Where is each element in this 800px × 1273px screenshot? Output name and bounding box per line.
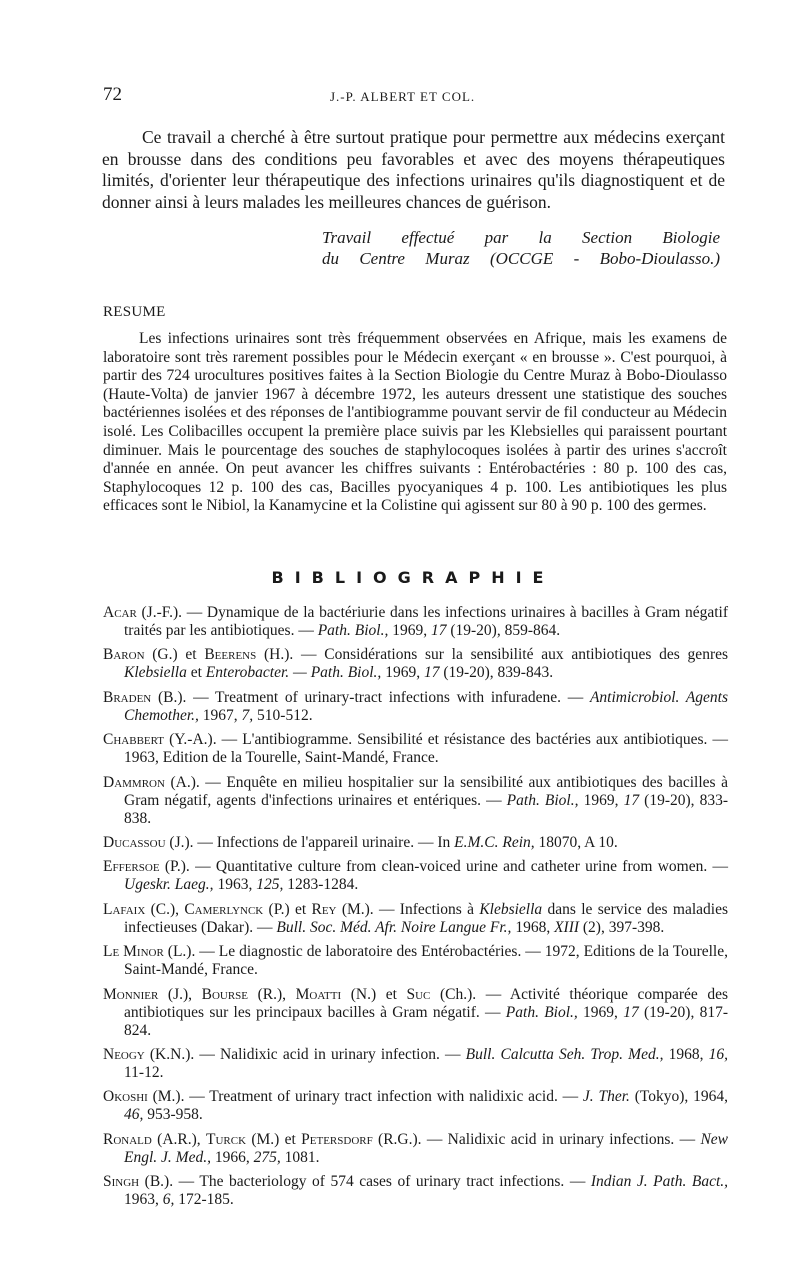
intro-paragraph: Ce travail a cherché à être surtout pratique pour permettre aux médecins exerçant en brousse dans des conditions peu favorables et avec des moyens thérapeutiques limités, d'orienter leur thérapeutique des infections urinaires qu'ils diagnostiquent et de donner ainsi à leurs malades les meilleures chances de guérison.	[102, 127, 725, 212]
ref-text: (2), 397-398.	[579, 918, 665, 936]
ref-volume: XIII	[554, 918, 580, 936]
ref-volume: 17	[430, 622, 447, 639]
ref-author: Effersoe	[103, 858, 160, 876]
reference-entry	[103, 689, 728, 725]
ref-text: (G.) et	[144, 646, 205, 664]
ref-text: (J.),	[158, 985, 202, 1003]
ref-text: dans le service des maladies infectieuses (Dakar). —	[124, 900, 728, 936]
ref-text: (B.). — The bacteriology of 574 cases of urinary tract infections. —	[139, 1173, 591, 1191]
ref-text: (R.),	[248, 985, 296, 1003]
ref-journal: Path. Biol.,	[506, 791, 579, 809]
ref-journal: J. Ther.	[582, 1088, 630, 1106]
ref-author: Beerens	[204, 646, 257, 664]
ref-text: (N.) et	[341, 985, 407, 1003]
reference-entry	[103, 604, 728, 640]
ref-author: Braden	[103, 688, 152, 706]
ref-text: 1969,	[577, 1003, 624, 1021]
ref-author: Ronald	[103, 1130, 152, 1148]
reference-entry	[103, 986, 728, 1040]
ref-author: Neogy	[103, 1045, 145, 1063]
page-number: 72	[103, 84, 122, 105]
ref-text: (Y.-A.). — L'antibiogramme. Sensibilité et résistance des bactéries aux antibiotiques. — 1963, Edition de la Tourelle, Saint-Mandé, France.	[124, 731, 728, 767]
ref-text: 510-512.	[253, 706, 313, 724]
ref-journal: Bull. Soc. Méd. Afr. Noire Langue Fr.,	[276, 918, 512, 936]
ref-author: Turck	[205, 1130, 247, 1148]
ref-author: Rey	[311, 900, 337, 918]
ref-journal: Ugeskr. Laeg.,	[124, 876, 214, 894]
ref-text: 1283-1284.	[283, 876, 359, 894]
ref-text: (C.),	[145, 900, 185, 918]
ref-author: Baron	[103, 646, 145, 664]
reference-entry	[103, 774, 728, 828]
credit-note	[322, 228, 720, 269]
ref-author: Chabbert	[103, 731, 165, 749]
ref-volume: 275,	[253, 1148, 281, 1166]
ref-text: (B.). — Treatment of urinary-tract infections with infuradene. —	[151, 688, 590, 706]
ref-author: Le Minor	[103, 943, 164, 961]
ref-journal: Path. Biol.,	[505, 1003, 578, 1021]
ref-author: Bourse	[201, 985, 249, 1003]
ref-genus: Klebsiella	[479, 900, 543, 918]
ref-author: Dammron	[103, 773, 165, 791]
ref-journal: Antimicrobiol. Agents Chemother.,	[124, 688, 729, 724]
ref-text: (19-20), 859-864.	[446, 622, 561, 639]
ref-text: (R.G.). — Nalidixic acid in urinary infections. —	[372, 1130, 701, 1148]
ref-genus: Klebsiella	[124, 664, 187, 682]
ref-text: (L.). — Le diagnostic de laboratoire des Entérobactéries. — 1972, Editions de la Tourelle, Saint-Mandé, France.	[124, 943, 728, 979]
reference-entry	[103, 1046, 728, 1082]
ref-text: 18070, A 10.	[534, 833, 618, 851]
reference-entry	[103, 646, 728, 682]
ref-text: (P.). — Quantitative culture from clean-voiced urine and catheter urine from women. —	[159, 858, 728, 876]
ref-text: (19-20), 839-843.	[439, 664, 554, 682]
ref-text: 1967,	[198, 706, 242, 724]
ref-text: et	[186, 664, 206, 682]
ref-text: (H.). — Considérations sur la sensibilité aux antibiotiques des genres	[256, 646, 729, 664]
ref-text: 1969,	[388, 622, 431, 639]
ref-journal: E.M.C. Rein,	[454, 833, 535, 851]
ref-text: 953-958.	[143, 1106, 203, 1124]
ref-volume: 16,	[708, 1045, 728, 1063]
ref-volume: 125,	[256, 876, 284, 894]
resume-text: Les infections urinaires sont très fréquemment observées en Afrique, mais les examens de laboratoire sont très rarement possibles pour le Médecin exerçant « en brousse ». C'est pourquoi, à partir des 724 urocultures positives faites à la Section Biologie du Centre Muraz à Bobo-Dioulasso (Haute-Volta) de janvier 1967 à décembre 1972, les auteurs dressent une statistique des souches bactériennes isolées et des réponses de l'antibiogramme pouvant servir de fil conducteur au Médecin isolé. Les Colibacilles occupent la première place suivis par les Klebsielles qui paraissent pourtant diminuer. Mais le pourcentage des souches de staphylocoques isolées à partir des urines s'accroît d'année en année. On peut avancer les chiffres suivants : Entérobactéries : 80 p. 100 des cas, Staphylocoques 12 p. 100 des cas, Bacilles pyocyaniques 4 p. 100. Les antibiotiques les plus efficaces sont le Nibiol, la Kanamycine et la Colistine qui agissent sur 80 à 90 p. 100 des germes.	[103, 330, 727, 515]
resume-heading: RESUME	[103, 304, 166, 320]
ref-author: Moatti	[295, 985, 342, 1003]
ref-text: (Ch.). — Activité théorique comparée des antibiotiques sur les principaux bacilles à Gram négatif. —	[124, 985, 729, 1021]
ref-author: Monnier	[103, 985, 159, 1003]
ref-text: (M.). — Infections à	[336, 900, 480, 918]
intro-section	[102, 127, 725, 213]
running-title: J.-P. ALBERT ET COL.	[330, 89, 476, 104]
ref-text: 11-12.	[124, 1063, 164, 1081]
bibliography-heading: BIBLIOGRAPHIE	[271, 568, 555, 587]
ref-author: Okoshi	[103, 1088, 148, 1106]
ref-author: Acar	[103, 604, 137, 621]
reference-list	[103, 604, 728, 1215]
reference-entry	[103, 1173, 728, 1209]
ref-text: (19-20), 833-838.	[124, 791, 729, 827]
ref-text: (Tokyo), 1964,	[629, 1088, 728, 1106]
ref-author: Suc	[406, 985, 431, 1003]
ref-text: (19-20), 817-824.	[124, 1003, 728, 1039]
ref-volume: 46,	[124, 1106, 144, 1124]
ref-text: (P.) et	[263, 900, 312, 918]
ref-text: 172-185.	[174, 1191, 234, 1209]
reference-entry	[103, 1088, 728, 1124]
ref-author: Singh	[103, 1173, 140, 1191]
ref-text: (M.). — Treatment of urinary tract infection with nalidixic acid. —	[147, 1088, 583, 1106]
ref-journal: New Engl. J. Med.,	[124, 1130, 728, 1166]
reference-entry	[103, 731, 728, 767]
ref-text: 1081.	[280, 1148, 320, 1166]
ref-text: 1968,	[511, 918, 555, 936]
ref-text: (J.-F.). — Dynamique de la bactériurie dans les infections urinaires à bacilles à Gram négatif traités par les antibiotiques. —	[124, 604, 728, 639]
ref-journal: Path. Biol.,	[317, 622, 389, 639]
ref-text: 1968,	[663, 1045, 709, 1063]
ref-text: 1966,	[210, 1148, 254, 1166]
ref-text: 1963,	[124, 1191, 163, 1209]
ref-author: Ducassou	[103, 833, 166, 851]
reference-entry	[103, 858, 728, 894]
ref-text: (A.R.),	[151, 1130, 206, 1148]
reference-entry	[103, 943, 728, 979]
ref-journal: Enterobacter. — Path. Biol.,	[205, 664, 382, 682]
ref-text: 1963,	[213, 876, 257, 894]
ref-text: 1969,	[381, 664, 424, 682]
reference-entry	[103, 901, 728, 937]
credit-line-2: du Centre Muraz (OCCGE - Bobo-Dioulasso.)	[322, 248, 720, 268]
ref-volume: 17	[423, 664, 440, 682]
ref-text: (K.N.). — Nalidixic acid in urinary infection. —	[144, 1045, 466, 1063]
ref-author: Petersdorf	[301, 1130, 373, 1148]
reference-entry	[103, 1131, 728, 1167]
credit-line-1: Travail effectué par la Section Biologie	[322, 228, 720, 247]
ref-text: (A.). — Enquête en milieu hospitalier sur la sensibilité aux antibiotiques des bacilles à Gram négatif, agents d'infections urinaires et entériques. —	[124, 773, 728, 809]
ref-text: (M.) et	[246, 1130, 302, 1148]
ref-text: 1969,	[578, 791, 624, 809]
ref-volume: 17	[623, 1003, 639, 1021]
ref-volume: 6,	[162, 1191, 175, 1209]
ref-journal: Bull. Calcutta Seh. Trop. Med.,	[465, 1045, 664, 1063]
ref-volume: 17	[623, 791, 640, 809]
ref-author: Lafaix	[103, 900, 146, 918]
reference-entry	[103, 834, 728, 852]
ref-text: (J.). — Infections de l'appareil urinaire. — In	[165, 833, 455, 851]
ref-journal: Indian J. Path. Bact.,	[590, 1173, 729, 1191]
ref-author: Camerlynck	[184, 900, 264, 918]
ref-volume: 7,	[241, 706, 254, 724]
